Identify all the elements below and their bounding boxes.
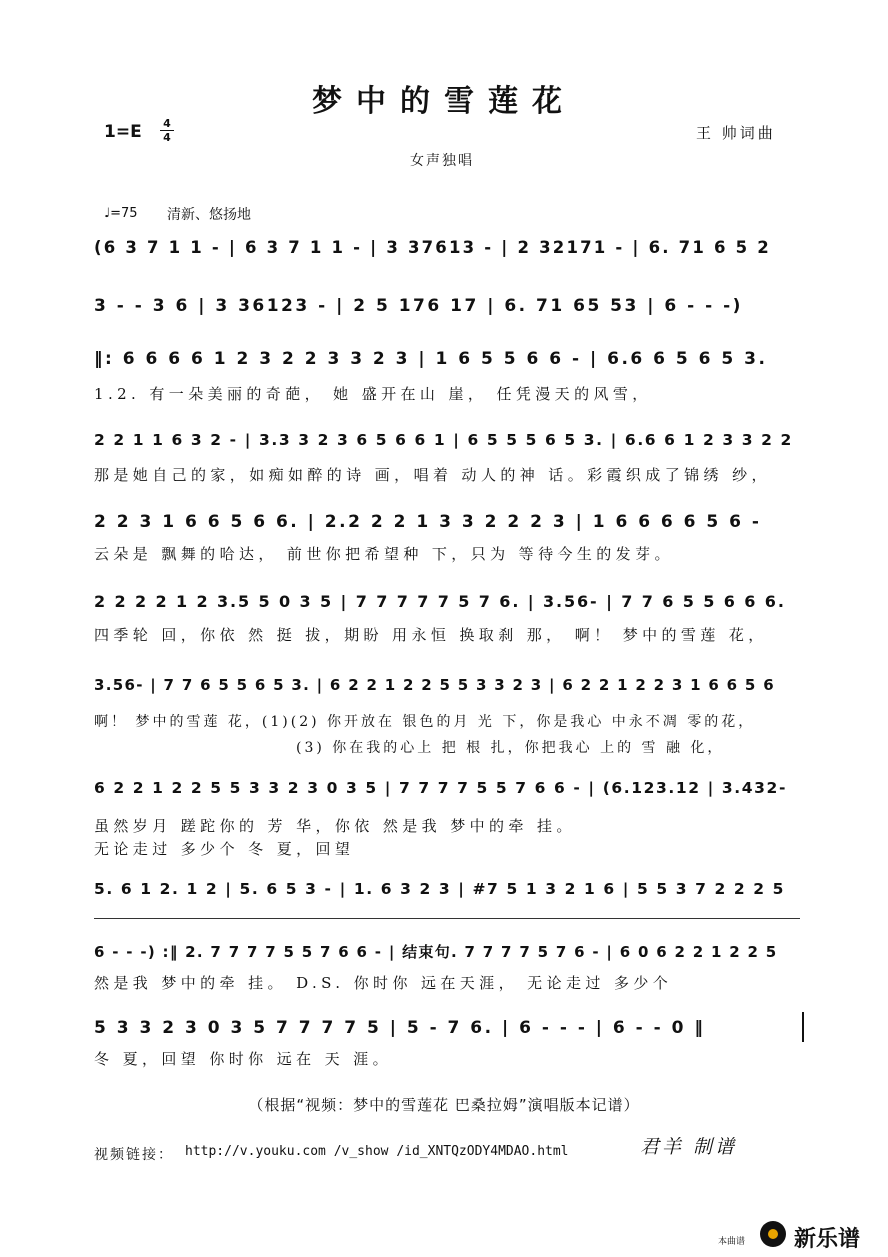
- final-barline: [802, 1012, 804, 1042]
- tempo-mark: ♩=75: [104, 206, 138, 221]
- score-line-10-notes: 6 - - -) :‖ 2. 7 7 7 7 5 5 7 6 6 - | 结束句. 7 7 7 7 5 7 6 - | 6 0 6 2 2 1 2 2 5: [94, 943, 778, 961]
- score-line-8-lyric: 虽然岁月 蹉跎你的 芳 华，你依 然是我 梦中的牵 挂。: [94, 817, 576, 835]
- video-link[interactable]: http://v.youku.com /v_show /id_XNTQzODY4MDAO.html: [185, 1144, 569, 1159]
- transcriber-stamp: 君羊 制谱: [640, 1136, 738, 1158]
- score-line-6-lyric: 四季轮 回，你依 然 挺 拔，期盼 用永恒 换取刹 那， 啊！ 梦中的雪莲 花，: [94, 626, 768, 644]
- video-link-label: 视频链接：: [94, 1147, 174, 1163]
- key-signature: 1=E: [104, 122, 142, 142]
- score-line-3-lyric: 1.2. 有一朵美丽的奇葩， 她 盛开在山 崖， 任凭漫天的风雪，: [94, 385, 652, 403]
- score-line-10-lyric: 然是我 梦中的牵 挂。 D.S. 你时你 远在天涯， 无论走过 多少个: [94, 974, 673, 992]
- staff-separator: [94, 918, 800, 919]
- watermark-caption: 本曲谱: [718, 1237, 746, 1247]
- score-line-9-notes: 5. 6 1 2. 1 2 | 5. 6 5 3 - | 1. 6 3 2 3 | #7 5 1 3 2 1 6 | 5 5 3 7 2 2 2 5: [94, 880, 786, 898]
- score-line-4-notes: 2 2 1 1 6 3 2 - | 3.3 3 2 3 6 5 6 6 1 | 6 5 5 5 6 5 3. | 6.6 6 1 2 3 3 2 2: [94, 431, 793, 449]
- score-line-5-lyric: 云朵是 飘舞的哈达， 前世你把希望种 下，只为 等待今生的发芽。: [94, 545, 674, 563]
- score-line-5-notes: 2 2 3 1 6 6 5 6 6. | 2.2 2 2 1 3 3 2 2 2 3 | 1 6 6 6 6 5 6 -: [94, 512, 762, 532]
- score-line-11-lyric: 冬 夏，回望 你时你 远在 天 涯。: [94, 1050, 393, 1068]
- score-line-8-lyric-alt: 无论走过 多少个 冬 夏，回望: [94, 840, 355, 858]
- score-line-1-notes: (6 3 7 1 1 - | 6 3 7 1 1 - | 3 37613 - | 2 32171 - | 6. 71 6 5 2: [94, 238, 771, 257]
- watermark-brand: 新乐谱: [794, 1227, 861, 1252]
- score-line-6-notes: 2 2 2 2 1 2 3.5 5 0 3 5 | 7 7 7 7 7 5 7 6. | 3.56- | 7 7 6 5 5 6 6 6.: [94, 592, 786, 611]
- time-signature: [160, 118, 174, 143]
- source-note: （根据“视频：梦中的雪莲花 巴桑拉姆”演唱版本记谱）: [248, 1096, 640, 1114]
- score-line-3-notes: ‖: 6 6 6 6 1 2 3 2 2 3 3 2 3 | 1 6 5 5 6 6 - | 6.6 6 5 6 5 3.: [94, 349, 768, 369]
- time-signature-bottom: 4: [163, 131, 171, 144]
- score-line-7-lyric: 啊！ 梦中的雪莲 花，(1)(2) 你开放在 银色的月 光 下，你是我心 中永不凋 零的花，: [94, 714, 756, 730]
- disc-logo-icon: [760, 1221, 786, 1247]
- score-line-8-notes: 6 2 2 1 2 2 5 5 3 3 2 3 0 3 5 | 7 7 7 7 5 5 7 6 6 - | (6.123.12 | 3.432-: [94, 779, 787, 797]
- score-line-7-lyric-alt: (3) 你在我的心上 把 根 扎，你把我心 上的 雪 融 化，: [296, 740, 725, 756]
- time-signature-top: 4: [163, 117, 171, 130]
- voice-type: 女声独唱: [410, 153, 474, 169]
- score-line-11-notes: 5 3 3 2 3 0 3 5 7 7 7 7 5 | 5 - 7 6. | 6 - - - | 6 - - 0 ‖: [94, 1018, 706, 1038]
- page-title: 梦中的雪莲花: [312, 84, 576, 119]
- score-line-2-notes: 3 - - 3 6 | 3 36123 - | 2 5 176 17 | 6. 71 65 53 | 6 - - -): [94, 296, 743, 316]
- score-line-4-lyric: 那是她自己的家，如痴如醉的诗 画，唱着 动人的神 话。彩霞织成了锦绣 纱，: [94, 466, 771, 484]
- composer-credit: 王 帅词曲: [696, 124, 776, 142]
- score-line-7-notes: 3.56- | 7 7 6 5 5 6 5 3. | 6 2 2 1 2 2 5 5 3 3 2 3 | 6 2 2 1 2 2 3 1 6 6 5 6: [94, 676, 775, 694]
- expression-mark: 清新、悠扬地: [167, 207, 251, 223]
